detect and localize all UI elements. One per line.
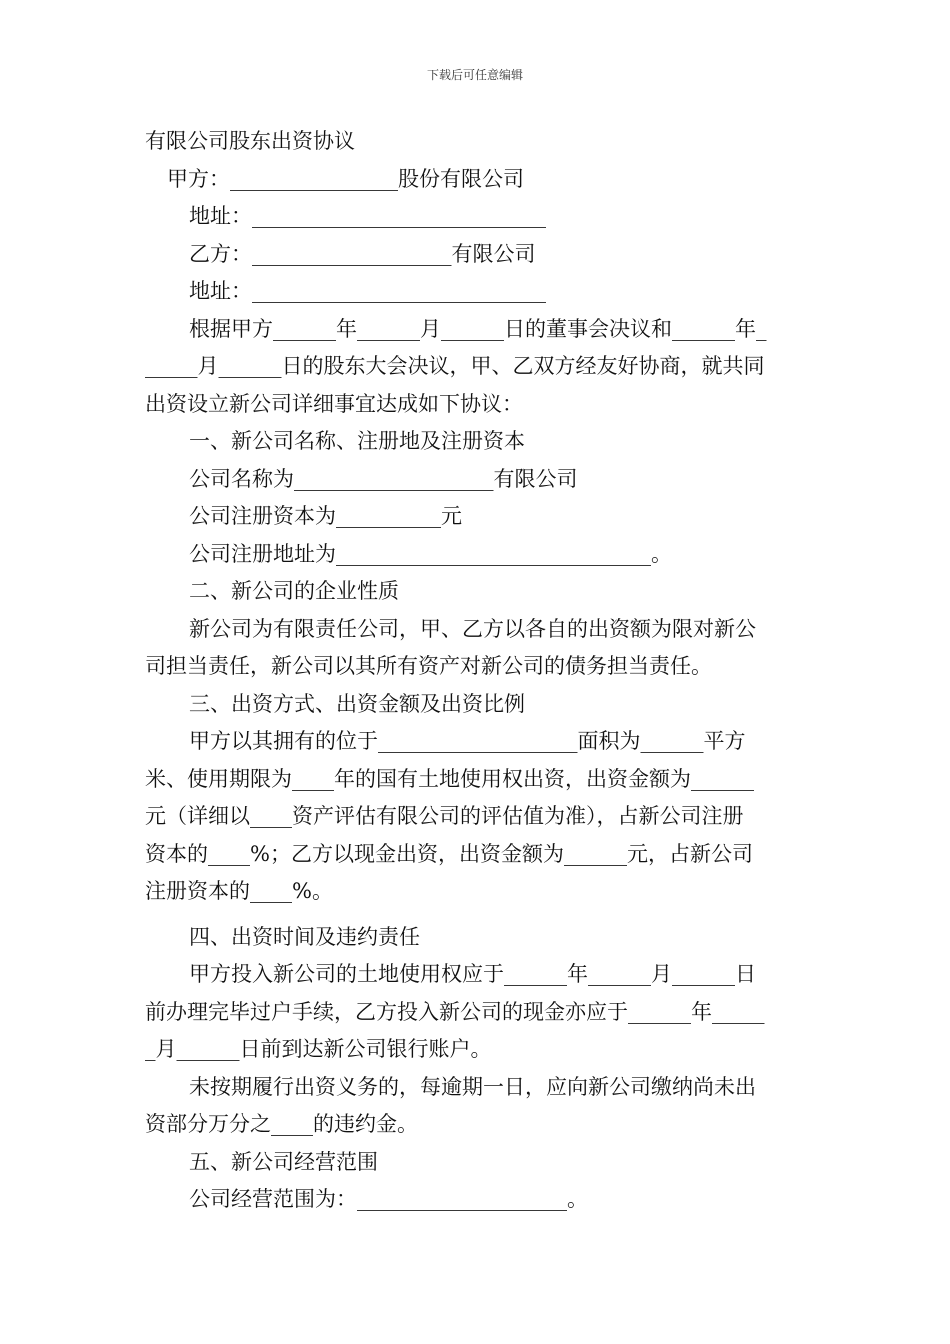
document-body bbox=[145, 123, 810, 1219]
section-5-heading: 五、新公司经营范围 bbox=[189, 1149, 378, 1174]
party-b: 乙方：___________________有限公司 bbox=[189, 241, 536, 266]
section-1-heading: 一、新公司名称、注册地及注册资本 bbox=[189, 429, 525, 453]
section-3-line-2: 米、使用期限为____年的国有土地使用权出资，出资金额为______ bbox=[145, 766, 754, 791]
section-4-heading: 四、出资时间及违约责任 bbox=[189, 924, 420, 949]
penalty-line-1: 未按期履行出资义务的，每逾期一日，应向新公司缴纳尚未出 bbox=[189, 1074, 756, 1099]
company-name-clause: 公司名称为___________________有限公司 bbox=[189, 466, 578, 491]
registered-capital-clause: 公司注册资本为__________元 bbox=[189, 504, 462, 528]
section-3-line-3: 元（详细以____资产评估有限公司的评估值为准），占新公司注册 bbox=[145, 804, 744, 828]
section-4-line-3: _月______日前到达新公司银行账户。 bbox=[145, 1037, 492, 1061]
section-2-heading: 二、新公司的企业性质 bbox=[189, 579, 399, 603]
penalty-line-2: 资部分万分之____的违约金。 bbox=[145, 1112, 418, 1136]
section-3-line-4: 资本的____%；乙方以现金出资，出资金额为______元，占新公司 bbox=[145, 841, 753, 866]
section-4-line-1: 甲方投入新公司的土地使用权应于______年______月______日 bbox=[189, 962, 756, 986]
registered-address-clause: 公司注册地址为______________________________。 bbox=[189, 541, 672, 566]
section-4-line-2: 前办理完毕过户手续，乙方投入新公司的现金亦应于______年_____ bbox=[145, 999, 765, 1024]
section-3-heading: 三、出资方式、出资金额及出资比例 bbox=[189, 691, 525, 716]
section-3-line-5: 注册资本的____%。 bbox=[145, 879, 333, 903]
preamble-line-1: 根据甲方______年______月______日的董事会决议和______年_ bbox=[189, 316, 767, 341]
party-b-address: 地址：____________________________ bbox=[189, 279, 546, 303]
document-title: 有限公司股东出资协议 bbox=[145, 129, 355, 153]
preamble-line-2: _____月______日的股东大会决议，甲、乙双方经友好协商，就共同 bbox=[145, 354, 765, 378]
section-3-line-1: 甲方以其拥有的位于___________________面积为______平方 bbox=[189, 729, 746, 753]
party-a: 甲方：________________股份有限公司 bbox=[167, 166, 524, 191]
preamble-line-3: 出资设立新公司详细事宜达成如下协议： bbox=[145, 391, 523, 416]
page-header: 下载后可任意编辑 bbox=[426, 68, 523, 82]
section-2-line-2: 司担当责任，新公司以其所有资产对新公司的债务担当责任。 bbox=[145, 654, 712, 678]
business-scope-clause: 公司经营范围为：____________________。 bbox=[189, 1187, 588, 1211]
section-2-line-1: 新公司为有限责任公司，甲、乙方以各自的出资额为限对新公 bbox=[189, 616, 756, 641]
party-a-address: 地址：____________________________ bbox=[189, 204, 546, 228]
